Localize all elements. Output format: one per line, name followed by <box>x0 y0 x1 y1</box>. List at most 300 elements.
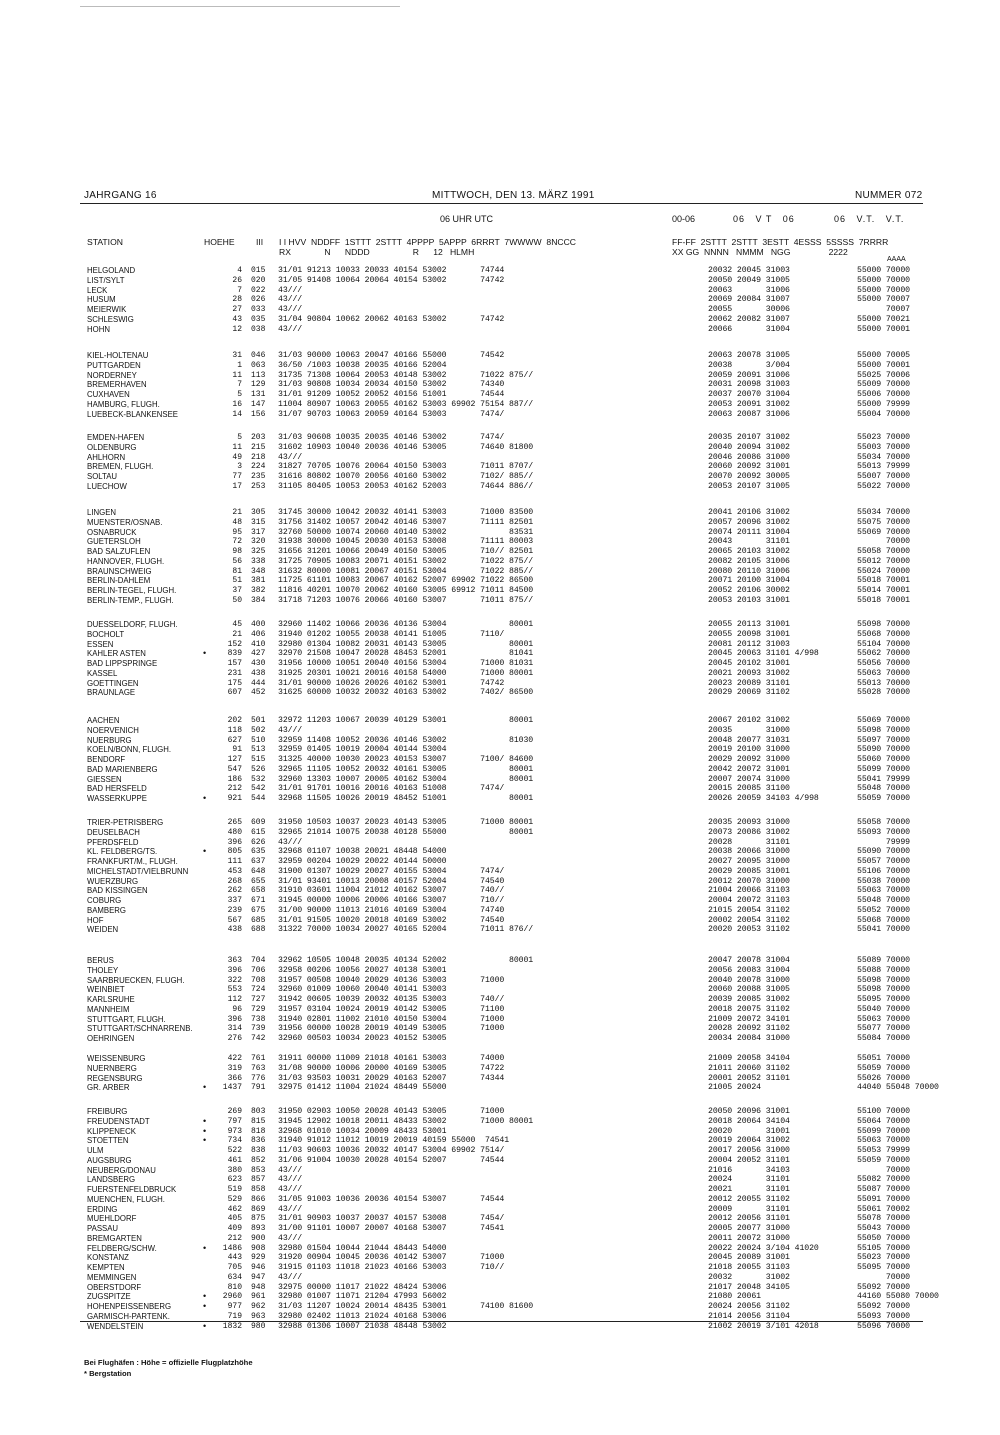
station-height: 152 <box>227 639 242 649</box>
iii-header: III <box>256 237 264 247</box>
synop-codes: 31/03 90608 10035 20035 40146 53002 7474/ <box>278 433 505 442</box>
vt-codes: 55060 70000 <box>857 755 910 764</box>
table-row <box>0 1005 1000 1015</box>
station-id: 131 <box>251 390 266 399</box>
right-codes: 20043 31101 <box>708 537 790 547</box>
station-id: 739 <box>251 1024 266 1034</box>
right-codes: 20039 20085 31002 <box>708 995 790 1004</box>
vt-codes: 55069 70000 <box>857 527 910 537</box>
station-height: 1832 <box>222 1321 242 1331</box>
table-row <box>0 1263 1000 1273</box>
right-codes: 20071 20100 31004 <box>708 576 790 586</box>
vt-codes: 79999 <box>857 837 910 847</box>
vt-codes: 55090 70000 <box>857 745 910 755</box>
station-name: MEMMINGEN <box>87 1272 137 1282</box>
vt-codes: 70000 <box>857 1272 910 1282</box>
synop-codes: 32959 01405 10019 20004 40144 53004 <box>278 745 447 755</box>
station-height: 810 <box>227 1282 242 1292</box>
synop-codes: 31/05 91408 10064 20064 40154 53002 74742 <box>278 275 505 285</box>
table-row <box>0 547 1000 557</box>
vt-codes: 55041 70000 <box>857 925 910 935</box>
synop-codes: 31940 02801 11002 21010 40150 53004 71000 <box>278 1014 505 1024</box>
station-id: 235 <box>251 472 266 481</box>
station-name: SOLTAU <box>87 472 118 481</box>
right-codes: 20074 20111 31004 <box>708 527 790 537</box>
vt-codes: 55098 70000 <box>857 985 910 995</box>
station-height: 409 <box>227 1224 242 1233</box>
station-name: FELDBERG/SCHW. <box>87 1243 157 1253</box>
synop-codes: 32968 01107 10038 20021 48448 54000 <box>278 847 447 857</box>
station-name: DEUSELBACH <box>87 827 140 837</box>
vt-codes: 55092 70000 <box>857 1302 910 1311</box>
right-header-1: FF-FF 2STTT 2STTT 3ESTT 4ESSS 5SSSS 7RRRR <box>672 237 889 247</box>
station-id: 384 <box>251 595 266 605</box>
vt-codes: 55000 79999 <box>857 399 910 409</box>
table-row <box>0 1015 1000 1025</box>
mountain-marker: • <box>203 1135 207 1146</box>
table-row <box>0 295 1000 305</box>
table-row <box>0 1253 1000 1263</box>
vt-codes: 55000 70000 <box>857 275 910 285</box>
synop-codes: 32958 00206 10056 20027 40138 53001 <box>278 965 447 975</box>
station-height: 522 <box>227 1146 242 1155</box>
table-row <box>0 620 1000 630</box>
right-codes: 20063 20087 31006 <box>708 409 790 419</box>
synop-codes: 43/// <box>278 324 303 334</box>
table-row <box>0 976 1000 986</box>
synop-codes: 32960 00503 10034 20023 40152 53005 <box>278 1034 447 1043</box>
range-label: 00-06 <box>672 214 696 224</box>
station-height: 797 <box>227 1116 242 1126</box>
station-height: 5 <box>237 433 242 442</box>
station-id: 858 <box>251 1185 266 1194</box>
vt-codes: 55013 79999 <box>857 462 910 472</box>
table-row <box>0 1083 1000 1093</box>
synop-codes: 43/// <box>278 305 303 314</box>
station-id: 542 <box>251 784 266 794</box>
synop-codes: 11816 40201 10070 20062 40160 53005 69912 71011 84500 <box>278 586 534 595</box>
station-height: 839 <box>227 649 242 659</box>
table-row <box>0 956 1000 966</box>
station-name: HUSUM <box>87 295 116 305</box>
station-name: ZUGSPITZE <box>87 1292 131 1302</box>
station-name: BAD MARIENBERG <box>87 764 158 774</box>
synop-codes: 31/00 91101 10007 20007 40168 53007 74541 <box>278 1224 505 1233</box>
vt-codes: 55018 70001 <box>857 595 910 605</box>
station-id: 791 <box>251 1083 266 1093</box>
table-row <box>0 1074 1000 1084</box>
table-row <box>0 482 1000 492</box>
station-name: OLDENBURG <box>87 442 137 452</box>
synop-codes: 32975 01412 11004 21024 48449 55000 <box>278 1083 447 1093</box>
station-name: LANDSBERG <box>87 1175 136 1185</box>
station-id: 224 <box>251 462 266 472</box>
synop-codes: 31/08 90000 10006 20000 40169 53005 74722 <box>278 1063 505 1073</box>
synop-codes: 43/// <box>278 285 303 295</box>
station-id: 738 <box>251 1014 266 1024</box>
synop-codes: 31756 31402 10057 20042 40146 53007 71111 82501 <box>278 517 534 527</box>
station-id: 203 <box>251 433 266 442</box>
right-codes: 20062 20082 31007 <box>708 314 790 324</box>
station-height: 480 <box>227 827 242 837</box>
top-scan-line <box>80 6 400 7</box>
right-codes: 20023 20089 31101 <box>708 678 790 688</box>
right-codes: 20048 20077 31031 <box>708 735 790 745</box>
right-codes: 20065 20103 31002 <box>708 547 790 556</box>
right-codes: 20060 20088 31005 <box>708 985 790 995</box>
vt-codes: 55018 70001 <box>857 576 910 586</box>
table-row <box>0 462 1000 472</box>
station-height: 95 <box>232 527 242 537</box>
right-codes: 20053 20091 31002 <box>708 399 790 409</box>
synop-codes: 32965 11105 10052 20032 40161 53005 80001 <box>278 764 534 774</box>
table-row <box>0 410 1000 420</box>
station-name: BAMBERG <box>87 905 126 915</box>
vt-codes: 55062 70000 <box>857 649 910 659</box>
station-height: 396 <box>227 1014 242 1024</box>
synop-codes: 31945 12902 10018 20011 48433 53002 71000 80001 <box>278 1116 534 1126</box>
synop-codes: 31/01 91505 10020 20018 40169 53002 74540 <box>278 915 505 925</box>
station-id: 776 <box>251 1073 266 1083</box>
table-row <box>0 472 1000 482</box>
station-name: NEUBERG/DONAU <box>87 1165 156 1175</box>
vt-codes: 55000 70001 <box>857 324 910 334</box>
station-height: 17 <box>232 481 242 491</box>
station-id: 038 <box>251 324 266 334</box>
synop-codes: 31745 30000 10042 20032 40141 53003 71000 83500 <box>278 508 534 517</box>
synop-codes: 32980 01007 11071 21204 47993 56002 <box>278 1292 447 1302</box>
station-height: 2960 <box>222 1292 242 1302</box>
station-id: 400 <box>251 620 266 629</box>
vt-codes: 55000 70007 <box>857 295 910 305</box>
station-name: ERDING <box>87 1204 118 1214</box>
table-row <box>0 1205 1000 1215</box>
vt-codes: 55105 70000 <box>857 1243 910 1253</box>
station-height: 805 <box>227 847 242 857</box>
station-id: 609 <box>251 818 266 827</box>
station-id: 253 <box>251 481 266 491</box>
table-row <box>0 576 1000 586</box>
station-name: KAHLER ASTEN <box>87 649 146 659</box>
station-id: 502 <box>251 725 266 735</box>
synop-codes: 32960 01009 10060 20040 40141 53003 <box>278 985 447 995</box>
table-row <box>0 371 1000 381</box>
vt-codes: 70000 <box>857 537 910 547</box>
table-row <box>0 1214 1000 1224</box>
right-codes: 20017 20056 31000 <box>708 1146 790 1155</box>
right-codes: 20005 20077 31000 <box>708 1224 790 1233</box>
table-row <box>0 315 1000 325</box>
table-row <box>0 775 1000 785</box>
station-height: 51 <box>232 576 242 586</box>
right-codes: 20055 30006 <box>708 305 790 314</box>
vt-codes: 55098 70000 <box>857 620 910 629</box>
vt-codes: 55098 70000 <box>857 975 910 985</box>
synop-codes: 31/01 91213 10033 20033 40154 53002 74744 <box>278 266 505 275</box>
synop-codes: 31/01 91209 10052 20052 40156 51001 74544 <box>278 390 505 399</box>
station-height: 7 <box>237 285 242 295</box>
station-height: 43 <box>232 314 242 324</box>
jahrgang-label: JAHRGANG 16 <box>84 190 157 201</box>
vt-codes: 55059 70000 <box>857 1063 910 1073</box>
right-codes: 20046 20086 31000 <box>708 452 790 462</box>
table-row <box>0 755 1000 765</box>
right-codes: 20019 20064 31002 <box>708 1136 790 1146</box>
right-header-2: XX GG NNNN NMMM NGG 2222 <box>672 247 848 257</box>
mountain-marker: • <box>203 846 207 857</box>
station-height: 81 <box>232 566 242 576</box>
synop-codes: 32968 11505 10026 20019 48452 51001 80001 <box>278 794 534 803</box>
table-row <box>0 688 1000 698</box>
synop-codes: 32980 01504 10044 21044 48443 54000 <box>278 1243 447 1253</box>
station-id: 980 <box>251 1321 266 1331</box>
station-name: FREIBURG <box>87 1107 128 1116</box>
right-codes: 20070 20092 30005 <box>708 472 790 481</box>
station-name: NORDERNEY <box>87 370 137 380</box>
station-name: WEISSENBURG <box>87 1054 146 1063</box>
synop-codes: 31911 00000 11009 21018 40161 53003 74000 <box>278 1054 505 1063</box>
station-name: LIST/SYLT <box>87 275 125 285</box>
table-row <box>0 838 1000 848</box>
right-codes: 20055 20113 31001 <box>708 620 790 629</box>
right-codes: 20004 20072 31103 <box>708 896 790 905</box>
table-row <box>0 1146 1000 1156</box>
vt-codes: 55057 70000 <box>857 857 910 866</box>
station-height: 26 <box>232 275 242 285</box>
table-row <box>0 877 1000 887</box>
right-codes: 20035 31000 <box>708 725 790 735</box>
vt-codes: 55026 70000 <box>857 1073 910 1083</box>
vt-codes: 55004 70000 <box>857 409 910 419</box>
right-codes: 20011 20072 31000 <box>708 1233 790 1243</box>
table-row <box>0 828 1000 838</box>
table-row <box>0 745 1000 755</box>
station-id: 515 <box>251 755 266 764</box>
right-codes: 21005 20024 <box>708 1083 761 1093</box>
synop-codes: 31/00 90000 11013 21016 40169 53004 74740 <box>278 905 505 915</box>
synop-codes: 32960 11402 10066 20036 40136 53004 80001 <box>278 620 534 629</box>
vt-codes: 55078 70000 <box>857 1214 910 1224</box>
station-name: BAD HERSFELD <box>87 784 147 794</box>
station-name: GUETERSLOH <box>87 537 141 547</box>
right-codes: 20007 20074 31000 <box>708 774 790 784</box>
vt-codes: 55006 70000 <box>857 390 910 399</box>
station-id: 947 <box>251 1272 266 1282</box>
right-codes: 20052 20106 30002 <box>708 586 790 595</box>
table-row <box>0 400 1000 410</box>
right-codes: 20066 31004 <box>708 324 790 334</box>
station-name: BERLIN-DAHLEM <box>87 576 151 586</box>
right-codes: 20042 20072 31001 <box>708 764 790 774</box>
synop-codes: 32760 50000 10074 20060 40140 53002 83531 <box>278 527 534 537</box>
station-id: 675 <box>251 905 266 915</box>
station-name: MUENCHEN, FLUGH. <box>87 1194 165 1204</box>
station-id: 946 <box>251 1263 266 1272</box>
table-row <box>0 557 1000 567</box>
station-name: KONSTANZ <box>87 1253 129 1263</box>
station-id: 908 <box>251 1243 266 1253</box>
station-name: CUXHAVEN <box>87 390 130 399</box>
synop-codes: 43/// <box>278 1272 303 1282</box>
station-id: 452 <box>251 688 266 698</box>
station-height: 623 <box>227 1175 242 1185</box>
station-id: 852 <box>251 1155 266 1165</box>
station-height: 3 <box>237 462 242 472</box>
station-name: GR. ARBER <box>87 1083 130 1093</box>
right-codes: 20022 20024 3/104 41020 <box>708 1243 819 1253</box>
station-name: BRAUNSCHWEIG <box>87 566 152 576</box>
synop-codes: 43/// <box>278 1233 303 1243</box>
station-height: 14 <box>232 409 242 419</box>
table-row <box>0 736 1000 746</box>
synop-codes: 32980 01304 10082 20031 40143 53005 80001 <box>278 639 534 649</box>
station-height: 719 <box>227 1311 242 1321</box>
station-name: AUGSBURG <box>87 1155 132 1165</box>
station-name: FRANKFURT/M., FLUGH. <box>87 857 178 866</box>
station-height: 627 <box>227 735 242 745</box>
vt-codes: 55090 70000 <box>857 847 910 857</box>
synop-codes: 43/// <box>278 725 303 735</box>
station-height: 21 <box>232 508 242 517</box>
vt-codes: 55034 70000 <box>857 508 910 517</box>
table-row <box>0 906 1000 916</box>
vt-codes: 55048 70000 <box>857 784 910 794</box>
station-name: STUTTGART, FLUGH. <box>87 1014 166 1024</box>
station-name: FUERSTENFELDBRUCK <box>87 1185 177 1194</box>
table-row <box>0 669 1000 679</box>
synop-codes: 31/06 91004 10030 20028 40154 52007 74544 <box>278 1155 505 1165</box>
vt-codes: 55059 70000 <box>857 1155 910 1165</box>
right-codes: 20024 31101 <box>708 1175 790 1185</box>
station-id: 658 <box>251 886 266 896</box>
station-height: 11 <box>232 442 242 452</box>
vt-codes: 55052 70000 <box>857 905 910 915</box>
station-id: 763 <box>251 1063 266 1073</box>
table-row <box>0 325 1000 335</box>
station-name: MICHELSTADT/VIELBRUNN <box>87 866 189 876</box>
vt1-label: 06 V T 06 <box>733 214 795 224</box>
station-name: LUEBECK-BLANKENSEE <box>87 409 178 419</box>
synop-codes: 43/// <box>278 837 303 847</box>
right-codes: 20040 20094 31002 <box>708 442 790 452</box>
vt-codes: 55013 70000 <box>857 678 910 688</box>
table-row <box>0 1024 1000 1034</box>
nummer-label: NUMMER 072 <box>855 190 923 201</box>
synop-codes: 11725 61101 10083 20067 40162 52007 69902 71022 86500 <box>278 576 534 586</box>
station-id: 526 <box>251 764 266 774</box>
right-codes: 20002 20054 31102 <box>708 915 790 925</box>
station-id: 685 <box>251 915 266 925</box>
synop-codes: 32970 21508 10047 20028 48453 52001 81041 <box>278 649 534 659</box>
station-id: 513 <box>251 745 266 755</box>
synop-codes: 31950 10503 10037 20023 40143 53005 71000 80001 <box>278 818 534 827</box>
table-row <box>0 1064 1000 1074</box>
station-id: 063 <box>251 360 266 370</box>
table-row <box>0 1195 1000 1205</box>
synop-codes: 31942 00605 10039 20032 40135 53003 740// <box>278 995 505 1004</box>
station-name: HAMBURG, FLUGH. <box>87 399 160 409</box>
synop-codes: 31956 10000 10051 20040 40156 53004 71000 81031 <box>278 659 534 668</box>
synop-codes: 32959 00204 10029 20022 40144 50000 <box>278 857 447 866</box>
table-row <box>0 351 1000 361</box>
station-id: 046 <box>251 351 266 360</box>
vt-codes: 55095 70000 <box>857 1263 910 1272</box>
station-height: 453 <box>227 866 242 876</box>
station-height: 553 <box>227 985 242 995</box>
vt-codes: 55092 70000 <box>857 1282 910 1292</box>
vt-codes: 55082 70000 <box>857 1175 910 1185</box>
right-codes: 21009 20058 34104 <box>708 1054 790 1063</box>
vt-codes: 44040 55048 70000 <box>857 1083 939 1093</box>
right-codes: 20059 20091 31006 <box>708 370 790 380</box>
station-name: BREMEN, FLUGH. <box>87 462 154 472</box>
right-codes: 20081 20112 31003 <box>708 639 790 649</box>
station-height: 111 <box>227 857 242 866</box>
station-height: 337 <box>227 896 242 905</box>
vt-codes: 55091 70000 <box>857 1194 910 1204</box>
station-id: 742 <box>251 1034 266 1043</box>
station-name: MUENSTER/OSNAB. <box>87 517 163 527</box>
station-id: 438 <box>251 668 266 678</box>
right-codes: 20031 20098 31003 <box>708 380 790 390</box>
table-row <box>0 1283 1000 1293</box>
table-row <box>0 1244 1000 1254</box>
station-id: 444 <box>251 678 266 688</box>
synop-codes: 32960 13303 10007 20005 40162 53004 80001 <box>278 774 534 784</box>
right-codes: 21011 20060 31102 <box>708 1063 790 1073</box>
station-height: 276 <box>227 1034 242 1043</box>
station-id: 156 <box>251 409 266 419</box>
table-row <box>0 794 1000 804</box>
station-name: SCHLESWIG <box>87 314 134 324</box>
synop-codes: 31910 03601 11004 21012 40162 53007 740// <box>278 886 505 896</box>
station-id: 803 <box>251 1107 266 1116</box>
station-height: 239 <box>227 905 242 915</box>
right-codes: 20012 20056 31101 <box>708 1214 790 1224</box>
station-name: STUTTGART/SCHNARRENB. <box>87 1024 193 1034</box>
vt-codes: 70000 <box>857 1165 910 1175</box>
station-name: WASSERKUPPE <box>87 794 147 803</box>
station-height: 27 <box>232 305 242 314</box>
vt-codes: 55096 70000 <box>857 1321 910 1331</box>
station-id: 510 <box>251 735 266 745</box>
station-id: 655 <box>251 876 266 886</box>
station-height: 157 <box>227 659 242 668</box>
station-height: 72 <box>232 537 242 547</box>
station-height: 5 <box>237 390 242 399</box>
table-row <box>0 867 1000 877</box>
vt-codes: 55024 70000 <box>857 566 910 576</box>
vt-codes: 55068 70000 <box>857 915 910 925</box>
station-name: ULM <box>87 1146 104 1155</box>
station-name: MANNHEIM <box>87 1004 130 1014</box>
synop-codes: 43/// <box>278 1185 303 1194</box>
table-row <box>0 1166 1000 1176</box>
synop-codes: 32988 01306 10007 21038 48448 53002 <box>278 1321 447 1331</box>
synop-codes: 31602 10903 10040 20036 40146 53005 74640 81800 <box>278 442 534 452</box>
table-row <box>0 537 1000 547</box>
station-id: 410 <box>251 639 266 649</box>
vt-codes: 55106 70000 <box>857 866 910 876</box>
station-height: 112 <box>227 995 242 1004</box>
footnote-mountain: * Bergstation <box>84 1369 132 1378</box>
station-name: LINGEN <box>87 508 117 517</box>
station-name: PUTTGARDEN <box>87 360 141 370</box>
station-name: BAD LIPPSPRINGE <box>87 659 158 668</box>
synop-codes: 31950 02903 10050 20028 40143 53005 71000 <box>278 1107 505 1116</box>
station-id: 215 <box>251 442 266 452</box>
right-codes: 21002 20019 3/101 42018 <box>708 1321 819 1331</box>
